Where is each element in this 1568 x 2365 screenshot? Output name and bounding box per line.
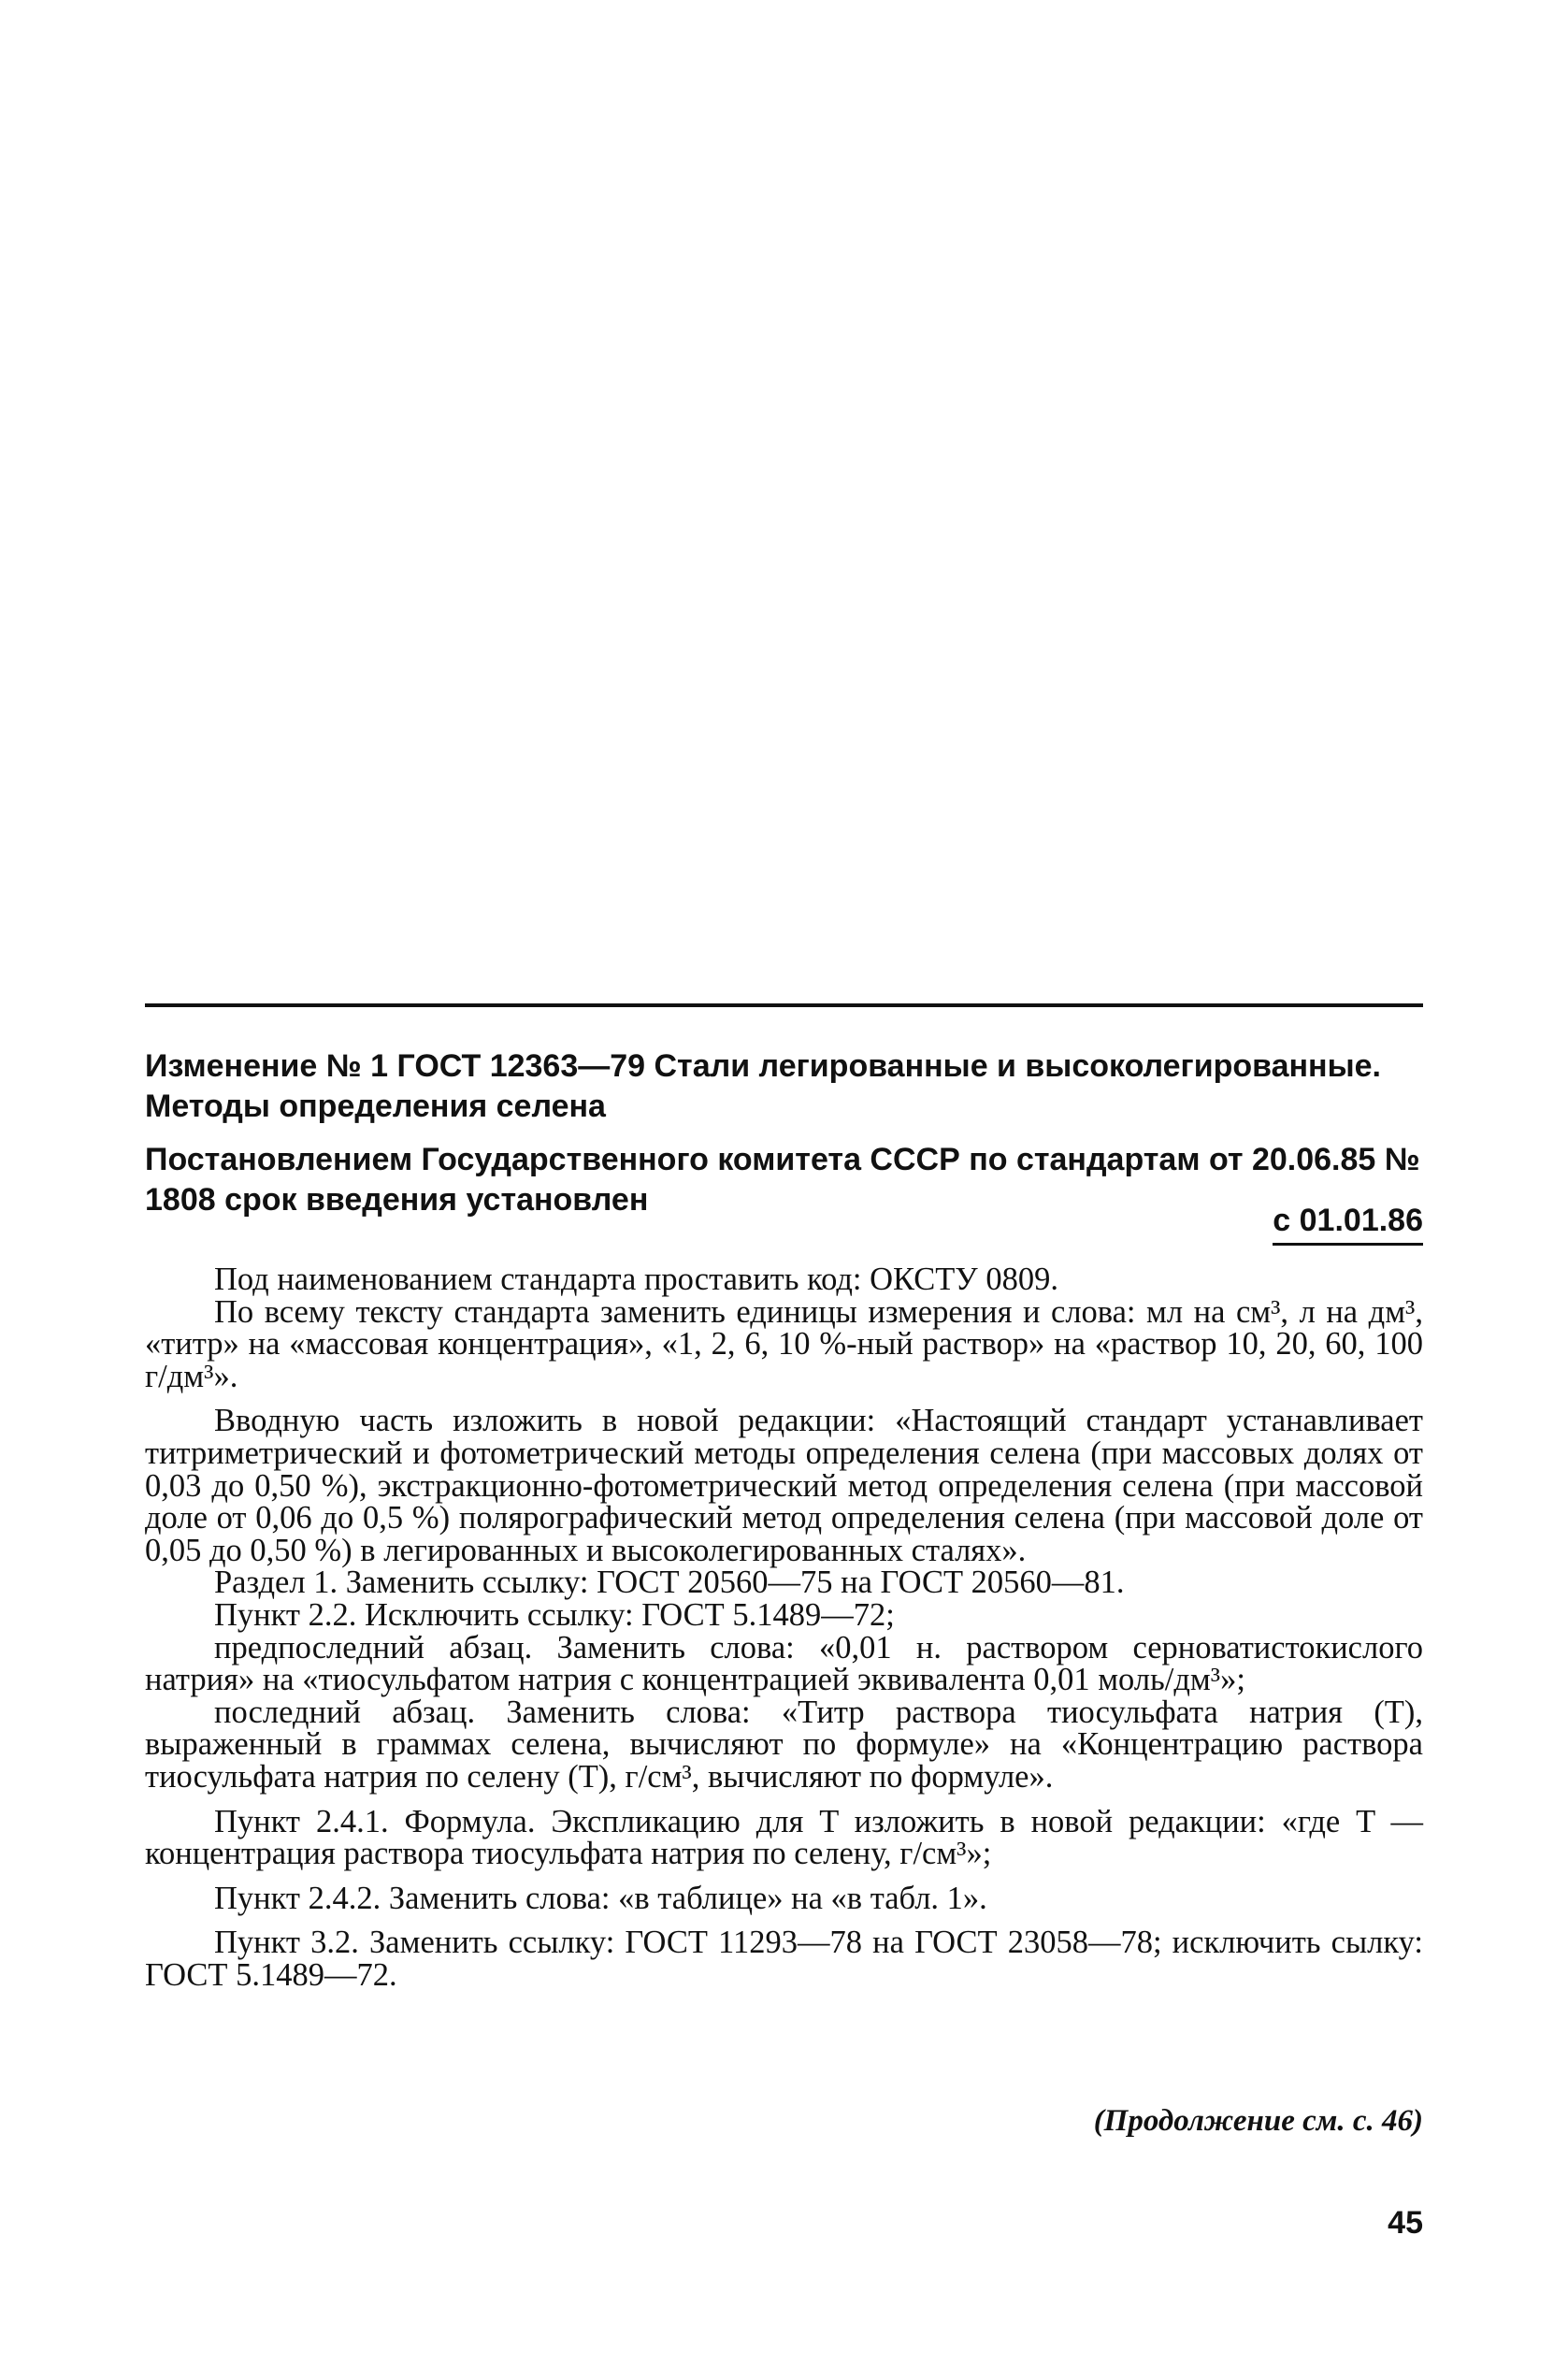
paragraph-clause-3-2: Пункт 3.2. Заменить ссылку: ГОСТ 11293—78 на ГОСТ 23058—78; исключить сылку: ГОСТ 5.1489—72. xyxy=(145,1925,1423,1993)
paragraph-okstu-code: Под наименованием стандарта проставить код: ОКСТУ 0809. xyxy=(214,1262,1058,1297)
amendment-body xyxy=(145,1263,1423,1991)
effective-date: с 01.01.86 xyxy=(1273,1201,1423,1246)
paragraph-clause-2-4-1: Пункт 2.4.1. Формула. Экспликацию для T изложить в новой редакции: «где T — концентрация раствора тиосульфата натрия по селену, г/см³»; xyxy=(145,1803,1423,1872)
top-divider-rule xyxy=(145,1003,1423,1007)
paragraph-penultimate-abstract: предпоследний абзац. Заменить слова: «0,01 н. раствором серноватистокислого натрия» на «тиосульфатом натрия с концентрацией эквивалента 0,01 моль/дм³»; xyxy=(145,1629,1423,1698)
continuation-note: (Продолжение см. с. 46) xyxy=(1093,2104,1423,2138)
effective-date-block xyxy=(1273,1201,1423,1246)
amendment-header xyxy=(145,1046,1423,1220)
paragraph-clause-2-4-2: Пункт 2.4.2. Заменить слова: «в таблице» на «в табл. 1». xyxy=(214,1880,987,1916)
paragraph-last-abstract: последний абзац. Заменить слова: «Титр раствора тиосульфата натрия (T), выраженный в граммах селена, вычисляют по формуле» на «Концентрацию раствора тиосульфата натрия по селену (T), г/см³, вычисляют по формуле». xyxy=(145,1694,1423,1795)
paragraph-clause-2-2: Пункт 2.2. Исключить ссылку: ГОСТ 5.1489—72; xyxy=(214,1596,895,1633)
amendment-title: Изменение № 1 ГОСТ 12363—79 Стали легированные и высоколегированные. Методы определения селена xyxy=(145,1048,1381,1124)
amendment-decree: Постановлением Государственного комитета СССР по стандартам от 20.06.85 № 1808 срок введения установлен xyxy=(145,1142,1420,1218)
paragraph-section-1: Раздел 1. Заменить ссылку: ГОСТ 20560—75 на ГОСТ 20560—81. xyxy=(214,1565,1125,1601)
paragraph-units-replacement: По всему тексту стандарта заменить единицы измерения и слова: мл на см³, л на дм³, «титр» на «массовая концентрация», «1, 2, 6, 10 %-ный раствор» на «раствор 10, 20, 60, 100 г/дм³». xyxy=(145,1293,1423,1394)
page-number: 45 xyxy=(1388,2205,1423,2241)
paragraph-intro-revision: Вводную часть изложить в новой редакции: «Настоящий стандарт устанавливает титриметрический и фотометрический методы определения селена (при массовых долях от 0,03 до 0,50 %), экстракционно-фотометрический метод определения селена (при массовой доле от 0,06 до 0,5 %) полярографический метод определения селена (при массовой доле от 0,05 до 0,50 %) в легированных и высоколегированных сталях». xyxy=(145,1403,1423,1568)
